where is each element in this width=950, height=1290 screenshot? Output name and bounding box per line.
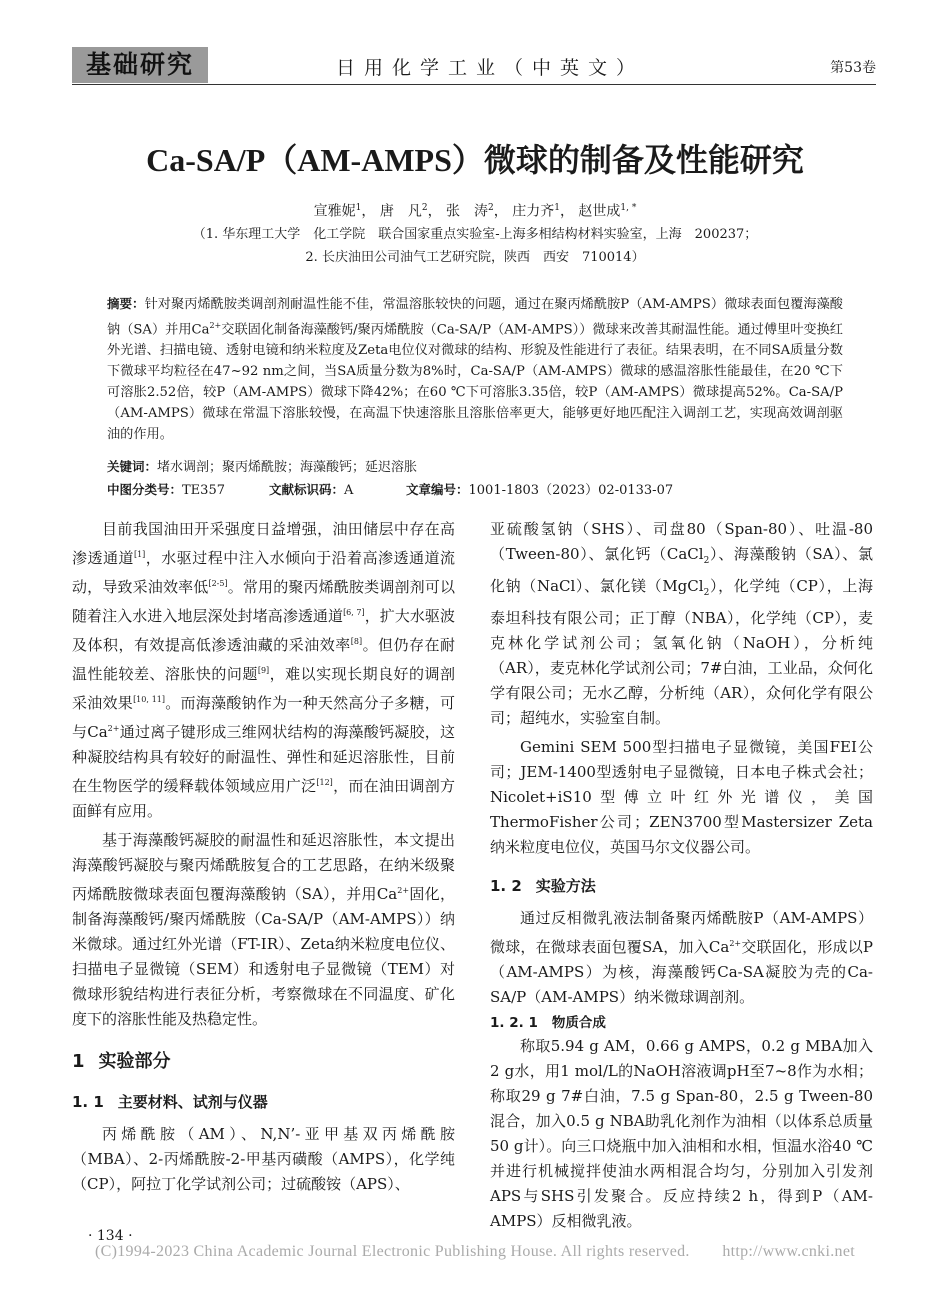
journal-title: 日用化学工业（中英文） <box>335 57 644 79</box>
section-heading-1: 1 实验部分 <box>72 1051 171 1072</box>
volume-label: 第53卷 <box>830 60 876 76</box>
author: 宣雅妮 <box>313 203 356 220</box>
synthesis-paragraph: 称取5.94 g AM，0.66 g AMPS，0.2 g MBA加入2 g水，用1 mol/L的NaOH溶液调pH至7~8作为水相；称取29 g 7#白油，7.5 g Span-80，2.5 g Tween-80混合，加入0.5 g NBA助乳化剂作为油相（以体系总质量50 g计）。向三口烧瓶中加入油相和水相，恒温水浴40 ℃并进行机械搅拌使油水两相混合均匀，分别加入引发剂APS与SHS引发聚合。反应持续2 h，得到P（AM-AMPS）反相微乳液。 <box>490 1037 873 1230</box>
intro-paragraph-1: 目前我国油田开采强度日益增强，油田储层中存在高渗透通道[1]，水驱过程中注入水倾向于沿着高渗透通道流动，导致采油效率低[2-5]。常用的聚丙烯酰胺类调剖剂可以随着注入水进入地层深处封堵高渗透通道[6, 7]，扩大水驱波及体积，有效提高低渗透油藏的采油效率[8]。但仍存在耐温性能较差、溶胀快的问题[9]，难以实现长期良好的调剖采油效果[10, 11]。而海藻酸钠作为一种天然高分子多糖，可与$Ca^{2+}$通过离子键形成三维网状结构的海藻酸钙凝胶，这种凝胶结构具有较好的耐温性、弹性和延迟溶胀性，目前在生物医学的缓释载体领域应用广泛[12]，而在油田调剖方面鲜有应用。 <box>72 520 455 820</box>
author: 唐 凡 <box>379 203 422 220</box>
clc-value: TE357 <box>182 483 225 498</box>
abstract-sup: 2+ <box>209 321 222 330</box>
article-title: Ca-SA/P（AM-AMPS）微球的制备及性能研究 <box>146 142 804 178</box>
section-badge: 基础研究 <box>72 47 208 83</box>
clc-label: 中图分类号： <box>107 482 183 497</box>
copyright-watermark: (C)1994-2023 China Academic Journal Electronic Publishing House. All rights reserved. http://www.cnki.net <box>95 1243 855 1260</box>
article-meta <box>107 480 843 501</box>
affiliation-1: （1. 华东理工大学 化工学院 联合国家重点实验室-上海多相结构材料实验室，上海 200237； <box>192 227 758 242</box>
method-paragraph: 通过反相微乳液法制备聚丙烯酰胺P（AM-AMPS）微球，在微球表面包覆SA，加入$Ca^{2+}$交联固化，形成以P（AM-AMPS）为核，海藻酸钙Ca-SA凝胶为壳的Ca-SA/P（AM-AMPS）纳米微球调剖剂。 <box>490 909 874 1006</box>
author-list: 宣雅妮$^1$， 唐 凡$^2$， 张 涛$^2$， 庄力齐$^1$， 赵世成$^{1, *}$ <box>313 203 637 220</box>
author-aff: 1 <box>554 203 560 213</box>
left-column <box>72 517 455 1197</box>
author: 赵世成 <box>578 203 621 220</box>
doc-code-value: A <box>344 483 354 498</box>
author: 庄力齐 <box>512 203 555 220</box>
doc-code-label: 文献标识码： <box>269 482 345 497</box>
keywords-value: 堵水调剖；聚丙烯酰胺；海藻酸钙；延迟溶胀 <box>157 460 418 475</box>
abstract-label: 摘要： <box>107 296 145 311</box>
page-number: · 134 · <box>88 1228 133 1244</box>
author-aff: 2 <box>488 203 494 213</box>
section-heading-1-2-1: 1. 2. 1 物质合成 <box>490 1015 606 1031</box>
intro-paragraph-2: 基于海藻酸钙凝胶的耐温性和延迟溶胀性，本文提出海藻酸钙凝胶与聚丙烯酰胺复合的工艺思路，在纳米级聚丙烯酰胺微球表面包覆海藻酸钠（SA），并用$Ca^{2+}$固化，制备海藻酸钙/聚丙烯酰胺（Ca-SA/P（AM-AMPS））纳米微球。通过红外光谱（FT-IR）、Zeta纳米粒度电位仪、扫描电子显微镜（SEM）和透射电子显微镜（TEM）对微球形貌结构进行表征分析，考察微球在不同温度、矿化度下的溶胀性能及热稳定性。 <box>72 831 455 1028</box>
instruments-paragraph: Gemini SEM 500型扫描电子显微镜，美国FEI公司；JEM-1400型透射电子显微镜，日本电子株式会社；Nicolet+iS10型傅立叶红外光谱仪，美国ThermoFisher公司；ZEN3700型Mastersizer Zeta纳米粒度电位仪，英国马尔文仪器公司。 <box>490 738 873 856</box>
right-column <box>490 517 873 1234</box>
article-no-value: 1001-1803（2023）02-0133-07 <box>468 483 674 498</box>
article-no-label: 文章编号： <box>406 482 469 497</box>
author-aff: 1, * <box>620 203 637 213</box>
author: 张 涛 <box>446 203 489 220</box>
author-aff: 1 <box>355 203 362 213</box>
abstract <box>107 293 843 445</box>
keywords <box>107 457 417 478</box>
header-rule <box>72 84 876 85</box>
abstract-text: 针对聚丙烯酰胺类调剖剂耐温性能不佳，常温溶胀较快的问题，通过在聚丙烯酰胺P（AM-AMPS）微球表面包覆海藻酸钠（SA）并用Ca <box>107 297 843 338</box>
author-aff: 2 <box>421 203 428 213</box>
keywords-label: 关键词： <box>107 459 158 474</box>
section-heading-1-1: 1. 1 主要材料、试剂与仪器 <box>72 1093 268 1111</box>
section-heading-1-2: 1. 2 实验方法 <box>490 877 596 895</box>
materials-continued: 亚硫酸氢钠（SHS）、司盘80（Span-80）、吐温-80（Tween-80）、氯化钙（CaCl$_2$）、海藻酸钠（SA）、氯化钠（NaCl）、氯化镁（MgCl$_2$），化学纯（CP），上海泰坦科技有限公司；正丁醇（NBA），化学纯（CP），麦克林化学试剂公司；氢氧化钠（NaOH），分析纯（AR），麦克林化学试剂公司；7#白油，工业品，众何化学有限公司；无水乙醇，分析纯（AR），众何化学有限公司；超纯水，实验室自制。 <box>490 520 873 727</box>
affiliation-2: 2. 长庆油田公司油气工艺研究院，陕西 西安 710014） <box>305 250 645 265</box>
materials-paragraph: 丙烯酰胺（AM）、N,N’-亚甲基双丙烯酰胺（MBA）、2-丙烯酰胺-2-甲基丙磺酸（AMPS），化学纯（CP），阿拉丁化学试剂公司；过硫酸铵（APS）、 <box>72 1125 455 1193</box>
abstract-text: 交联固化制备海藻酸钙/聚丙烯酰胺（Ca-SA/P（AM-AMPS））微球来改善其耐温性能。通过傅里叶变换红外光谱、扫描电镜、透射电镜和纳米粒度及Zeta电位仪对微球的结构、形貌及性能进行了表征。结果表明，在不同SA质量分数下微球平均粒径在47~92 nm之间，当SA质量分数为8%时，Ca-SA/P（AM-AMPS）微球的感温溶胀性能最佳，在20 ℃下可溶胀2.52倍，较P（AM-AMPS）微球下降42%；在60 ℃下可溶胀3.35倍，较P（AM-AMPS）微球提高52%。Ca-SA/P（AM-AMPS）微球在常温下溶胀较慢，在高温下快速溶胀且溶胀倍率更大，能够更好地匹配注入调剖工艺，实现高效调剖驱油的作用。 <box>107 322 843 443</box>
